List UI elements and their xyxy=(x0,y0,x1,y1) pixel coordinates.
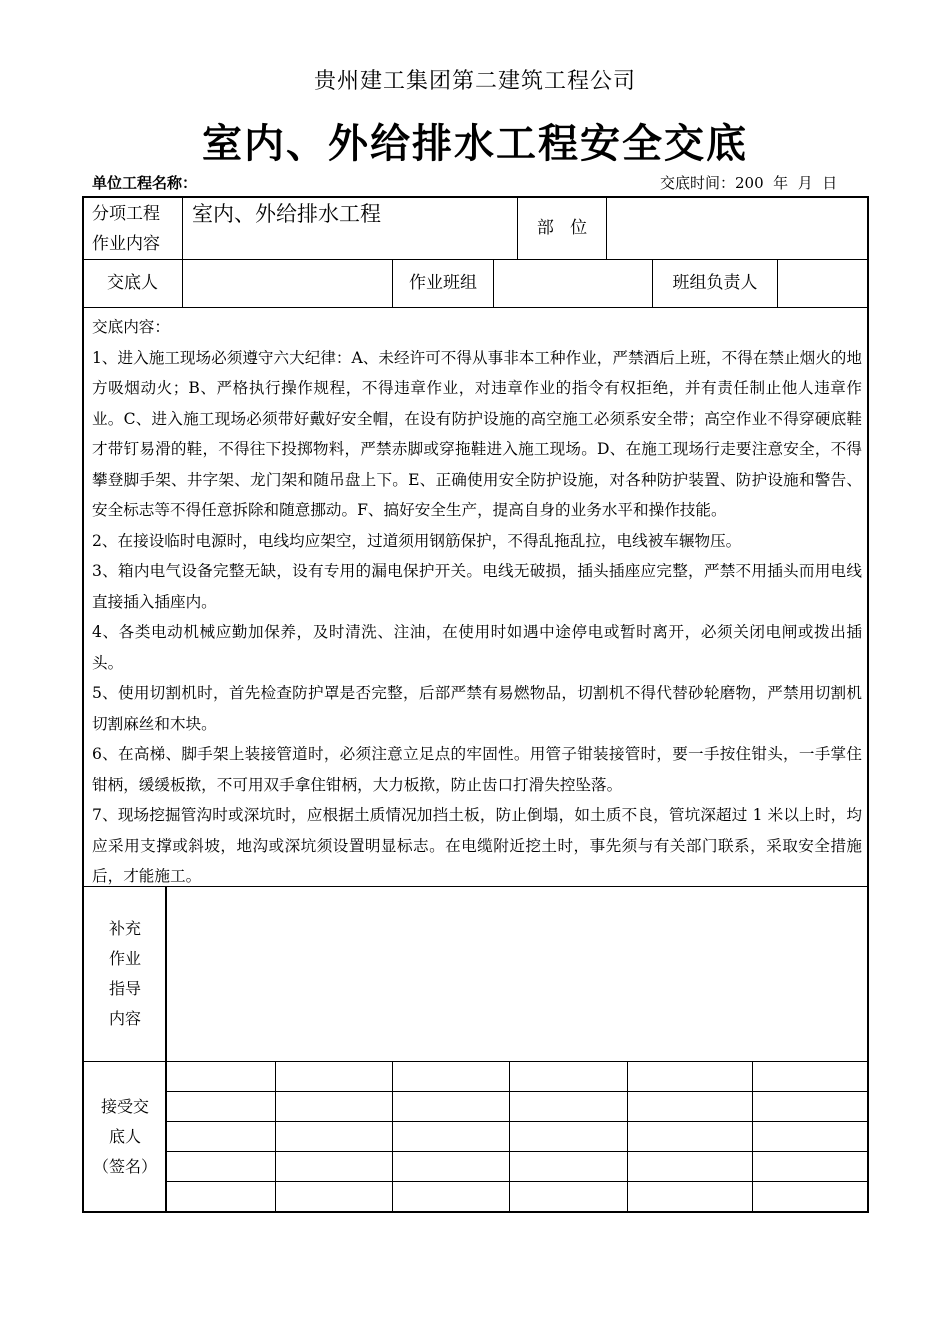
discloser-label: 交底人 xyxy=(107,273,158,293)
signature-grid-line xyxy=(166,1121,869,1122)
col-divider xyxy=(606,197,607,259)
signature-grid-column xyxy=(627,1061,628,1212)
item-label: 分项工程 xyxy=(92,204,160,224)
content-item: 7、现场挖掘管沟时或深坑时，应根据土质情况加挡土板，防止倒塌，如土质不良，管坑深超过 1 米以上时，均应采用支撑或斜坡，地沟或深坑须设置明显标志。在电缆附近挖土时，事先须与有关部门联系，采取安全措施后，才能施工。 xyxy=(92,806,862,885)
signature-grid-line xyxy=(166,1181,869,1182)
content-heading: 交底内容： xyxy=(92,318,170,336)
unit-name-label: 单位工程名称： xyxy=(92,174,198,192)
signature-grid-column xyxy=(275,1061,276,1212)
signature-label: 接受交 底人 （签名） xyxy=(92,1097,157,1176)
signature-grid-column xyxy=(392,1061,393,1212)
col-divider xyxy=(182,259,183,307)
content-item: 3、箱内电气设备完整无缺，设有专用的漏电保护开关。电线无破损，插头插座应完整，严禁不用插头而用电线直接插入插座内。 xyxy=(92,562,862,611)
team-label: 作业班组 xyxy=(409,273,477,293)
col-divider xyxy=(182,197,183,259)
col-divider xyxy=(493,259,494,307)
row-divider xyxy=(82,307,869,308)
supplement-label: 补充 作业 指导 内容 xyxy=(108,919,141,1028)
content-item: 6、在高梯、脚手架上装接管道时，必须注意立足点的牢固性。用管子钳装接管时，要一手按住钳头，一手掌住钳柄，缓缓板揿，不可用双手拿住钳柄，大力板揿，防止齿口打滑失控坠落。 xyxy=(92,745,862,794)
company-name: 贵州建工集团第二建筑工程公司 xyxy=(313,69,636,94)
col-divider xyxy=(777,259,778,307)
row-divider xyxy=(82,259,869,260)
signature-grid-column xyxy=(509,1061,510,1212)
row-divider xyxy=(82,1061,869,1062)
content-item: 5、使用切割机时，首先检查防护罩是否完整，后部严禁有易燃物品，切割机不得代替砂轮磨物，严禁用切割机切割麻丝和木块。 xyxy=(92,684,862,733)
date-label: 交底时间：200 年 月 日 xyxy=(660,174,838,192)
signature-grid-line xyxy=(166,1091,869,1092)
content-item: 2、在接设临时电源时，电线均应架空，过道须用钢筋保护，不得乱拖乱拉，电线被车辗物压。 xyxy=(92,531,742,550)
position-label: 部 位 xyxy=(536,218,588,238)
item-label: 作业内容 xyxy=(92,234,160,254)
item-value[interactable]: 室内、外给排水工程 xyxy=(192,202,381,226)
signature-grid-column xyxy=(752,1061,753,1212)
signature-grid-line xyxy=(166,1151,869,1152)
leader-label: 班组负责人 xyxy=(672,273,758,293)
page-title: 室内、外给排水工程安全交底 xyxy=(202,121,748,167)
content-item: 1、进入施工现场必须遵守六大纪律：A、未经许可不得从事非本工种作业，严禁酒后上班，不得在禁止烟火的地方吸烟动火；B、严格执行操作规程，不得违章作业，对违章作业的指令有权拒绝，并有责任制止他人违章作业。C、进入施工现场必须带好戴好安全帽，在设有防护设施的高空施工必须系安全带；高空作业不得穿硬底鞋才带钉易滑的鞋，不得往下投掷物料，严禁赤脚或穿拖鞋进入施工现场。D、在施工现场行走要注意安全，不得攀登脚手架、井字架、龙门架和随吊盘上下。E、正确使用安全防护设施，对各种防护装置、防护设施和警告、安全标志等不得任意拆除和随意挪动。F、搞好安全生产，提高自身的业务水平和操作技能。 xyxy=(92,348,862,519)
content-body xyxy=(92,312,862,892)
content-item: 4、各类电动机械应勤加保养，及时清洗、注油，在使用时如遇中途停电或暂时离开，必须关闭电闸或拨出插头。 xyxy=(92,623,862,672)
